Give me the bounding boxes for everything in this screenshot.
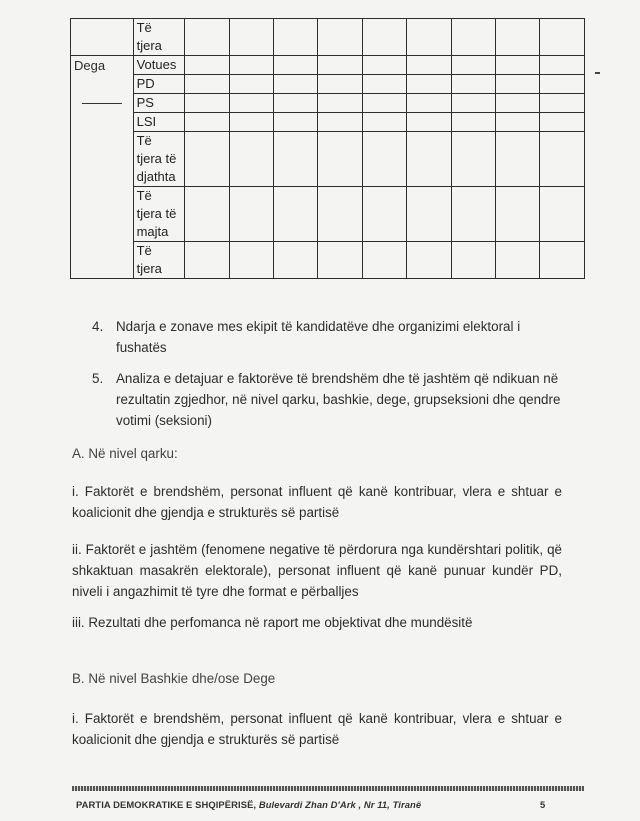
- row-label-line: tjera: [136, 38, 162, 53]
- section-a-paragraph-1: i. Faktorët e brendshëm, personat influent që kanë kontribuar, vlera e shtuar e koalicionit dhe gjendja e strukturës së partisë: [72, 484, 562, 520]
- table-cell-empty: [496, 242, 540, 279]
- list-number: 5.: [92, 371, 104, 386]
- table-cell-empty: [318, 113, 362, 132]
- footer-org-name: PARTIA DEMOKRATIKE E SHQIPËRISË,: [76, 799, 257, 810]
- table-cell-empty: [540, 132, 585, 187]
- group-label: Dega: [74, 58, 106, 73]
- table-cell-empty: [407, 132, 451, 187]
- table-cell-empty: [451, 242, 495, 279]
- table-cell-empty: [496, 132, 540, 187]
- table-cell-empty: [273, 113, 317, 132]
- section-a-paragraph-2: ii. Faktorët e jashtëm (fenomene negative të përdorura nga kundërshtari politik, që shkaktuan masakrën elektorale), personat influent që kanë punuar kundër PD, niveli i angazhimit të tyre dhe format e përballjes: [72, 542, 562, 599]
- table-cell-empty: [451, 113, 495, 132]
- row-label-line: PS: [136, 95, 154, 110]
- table-cell-empty: [540, 56, 585, 75]
- table-cell-empty: [451, 75, 495, 94]
- table-cell-empty: [540, 113, 585, 132]
- row-label-cell: [133, 187, 185, 242]
- row-label-line: Votues: [136, 57, 177, 72]
- row-label-line: tjera: [136, 261, 162, 276]
- table-row: [71, 242, 585, 279]
- table-cell-empty: [407, 242, 451, 279]
- table-cell-empty: [362, 242, 406, 279]
- table-cell-empty: [407, 56, 451, 75]
- row-label-line: Të: [136, 243, 152, 258]
- row-label-cell: [133, 56, 185, 75]
- list-text: Ndarja e zonave mes ekipit të kandidatëve dhe organizimi elektoral i fushatës: [116, 319, 521, 355]
- list-item-4: [92, 316, 562, 358]
- table-cell-empty: [540, 94, 585, 113]
- section-a-heading: A. Në nivel qarku:: [72, 446, 178, 461]
- table-cell-empty: [496, 113, 540, 132]
- row-label-line: Të: [136, 188, 152, 203]
- table-row: [71, 94, 585, 113]
- table-cell-empty: [496, 56, 540, 75]
- section-b-paragraph-1: i. Faktorët e brendshëm, personat influent që kanë kontribuar, vlera e shtuar e koalicionit dhe gjendja e strukturës së partisë: [72, 711, 562, 747]
- table-row: [71, 19, 585, 56]
- table-cell-empty: [229, 19, 273, 56]
- table-cell-empty: [407, 113, 451, 132]
- table-cell-empty: [229, 56, 273, 75]
- row-label-cell: [133, 19, 185, 56]
- table-cell-empty: [229, 113, 273, 132]
- row-label-line: LSI: [136, 114, 157, 129]
- table-cell-empty: [229, 132, 273, 187]
- table-cell-empty: [273, 132, 317, 187]
- table-cell-empty: [451, 19, 495, 56]
- table-cell-empty: [71, 19, 134, 56]
- table-cell-empty: [451, 94, 495, 113]
- row-label-line: djathta: [136, 169, 176, 184]
- table-row: [71, 132, 585, 187]
- table-cell-empty: [273, 187, 317, 242]
- table-cell-empty: [407, 187, 451, 242]
- table-cell-empty: [362, 75, 406, 94]
- table-cell-empty: [318, 19, 362, 56]
- table-cell-empty: [362, 187, 406, 242]
- list-item-5: [92, 368, 562, 431]
- table-cell-empty: [362, 56, 406, 75]
- table-cell-empty: [273, 242, 317, 279]
- footer-org: [76, 799, 421, 810]
- table-cell-empty: [229, 94, 273, 113]
- table-cell-empty: [407, 75, 451, 94]
- table-cell-empty: [185, 242, 229, 279]
- table-cell-empty: [451, 56, 495, 75]
- table-cell-empty: [362, 19, 406, 56]
- table-cell-empty: [318, 187, 362, 242]
- table-cell-empty: [229, 242, 273, 279]
- table-cell-empty: [185, 187, 229, 242]
- table-cell-empty: [185, 56, 229, 75]
- table-cell-empty: [362, 113, 406, 132]
- row-label-line: tjera të: [136, 151, 177, 166]
- table-cell-empty: [496, 187, 540, 242]
- table-row: [71, 113, 585, 132]
- table-cell-empty: [540, 75, 585, 94]
- row-label-cell: [133, 132, 185, 187]
- footer-address: Bulevardi Zhan D'Ark , Nr 11, Tiranë: [258, 799, 422, 810]
- row-label-cell: [133, 75, 185, 94]
- results-table: [70, 18, 585, 279]
- table-cell-empty: [229, 75, 273, 94]
- table-cell-empty: [185, 75, 229, 94]
- blank-fill-line: [82, 103, 122, 104]
- table-cell-empty: [540, 242, 585, 279]
- table-cell-empty: [451, 187, 495, 242]
- section-a-paragraph-3: iii. Rezultati dhe perfomanca në raport me objektivat dhe mundësitë: [72, 615, 473, 630]
- table-cell-empty: [496, 94, 540, 113]
- row-label-cell: [133, 94, 185, 113]
- table-cell-empty: [451, 132, 495, 187]
- table-cell-empty: [318, 94, 362, 113]
- table-cell-empty: [273, 75, 317, 94]
- row-label-line: Të: [136, 133, 152, 148]
- group-label-cell: [71, 56, 134, 279]
- table-cell-empty: [540, 187, 585, 242]
- row-label-line: tjera të: [136, 206, 177, 221]
- row-label-cell: [133, 242, 185, 279]
- table-cell-empty: [318, 242, 362, 279]
- stray-mark: [595, 72, 600, 74]
- table-cell-empty: [318, 56, 362, 75]
- table-cell-empty: [362, 94, 406, 113]
- footer-divider: [72, 786, 584, 791]
- table-cell-empty: [540, 19, 585, 56]
- table-cell-empty: [185, 19, 229, 56]
- table-cell-empty: [229, 187, 273, 242]
- table-row: [71, 75, 585, 94]
- table-cell-empty: [362, 132, 406, 187]
- table-cell-empty: [185, 94, 229, 113]
- section-b-heading: B. Në nivel Bashkie dhe/ose Dege: [72, 671, 276, 686]
- row-label-cell: [133, 113, 185, 132]
- table-cell-empty: [185, 132, 229, 187]
- table-row: [71, 187, 585, 242]
- table-cell-empty: [407, 19, 451, 56]
- table-cell-empty: [318, 132, 362, 187]
- list-text: Analiza e detajuar e faktorëve të brendshëm dhe të jashtëm që ndikuan në rezultatin zgjedhor, në nivel qarku, bashkie, dege, grupseksioni dhe qendre votimi (seksioni): [116, 371, 561, 428]
- table-cell-empty: [496, 19, 540, 56]
- table-cell-empty: [318, 75, 362, 94]
- page-number: 5: [540, 799, 546, 810]
- table-cell-empty: [407, 94, 451, 113]
- table-cell-empty: [273, 19, 317, 56]
- table-cell-empty: [273, 94, 317, 113]
- list-number: 4.: [92, 319, 104, 334]
- row-label-line: Të: [136, 20, 152, 35]
- table-cell-empty: [273, 56, 317, 75]
- row-label-line: PD: [136, 76, 155, 91]
- table-cell-empty: [185, 113, 229, 132]
- table-row: [71, 56, 585, 75]
- row-label-line: majta: [136, 224, 169, 239]
- table-cell-empty: [496, 75, 540, 94]
